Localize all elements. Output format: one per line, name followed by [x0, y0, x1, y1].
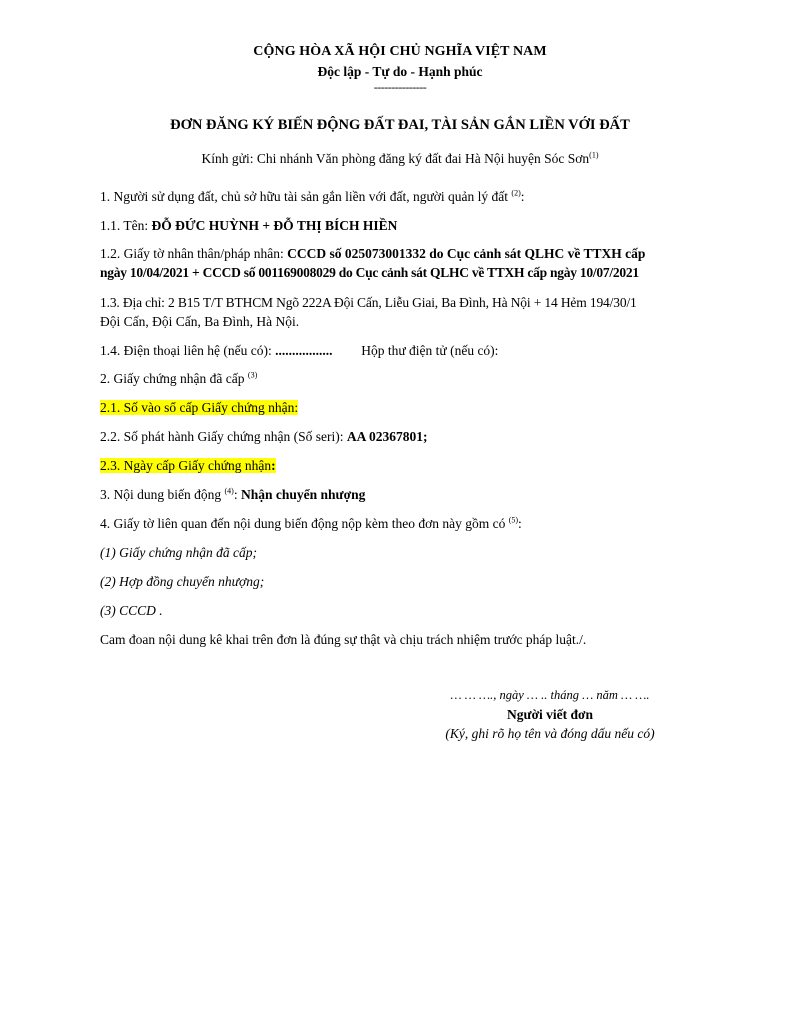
address-line1: 1.3. Địa chỉ: 2 B15 T/T BTHCM Ngõ 222A Đội Cấn, Liễu Giai, Ba Đình, Hà Nội + 14 Hẻm 194/30/1 [100, 295, 637, 310]
id-value-line1: CCCD số 025073001332 do Cục cảnh sát QLHC về TTXH cấp [287, 246, 646, 261]
id-label: 1.2. Giấy tờ nhân thân/pháp nhân: [100, 246, 288, 261]
section2-footnote: (3) [247, 370, 258, 380]
contact-row [100, 340, 720, 361]
section2-heading: 2. Giấy chứng nhận đã cấp $^{(3)}$ [100, 370, 258, 386]
book-number-label: 2.1. Số vào sổ cấp Giấy chứng nhận: [100, 400, 299, 415]
issue-date-label: 2.3. Ngày cấp Giấy chứng nhận: [100, 458, 276, 473]
recipient-text: Kính gửi: Chi nhánh Văn phòng đăng ký đất đai Hà Nội huyện Sóc Sơn [201, 151, 590, 166]
id-row [100, 243, 720, 264]
section3-row: 3. Nội dung biến động $^{(4)}$: Nhận chuyển nhượng [100, 486, 366, 502]
section3-footnote: (4) [224, 486, 234, 496]
signature-date-line: … … …., ngày … .. tháng … năm … …. [450, 688, 650, 702]
commitment-statement: Cam đoan nội dung kê khai trên đơn là đúng sự thật và chịu trách nhiệm trước pháp luật./. [100, 632, 587, 647]
attachment-item: (1) Giấy chứng nhận đã cấp; [100, 545, 257, 560]
name-label: 1.1. Tên: [100, 218, 152, 233]
section4-footnote: (5) [508, 515, 519, 525]
change-content-value: Nhận chuyển nhượng [240, 487, 366, 502]
country-header: CỘNG HÒA XÃ HỘI CHỦ NGHĨA VIỆT NAM [253, 44, 547, 59]
section1-footnote: (2) [511, 188, 521, 198]
name-value: ĐỖ ĐỨC HUỲNH + ĐỖ THỊ BÍCH HIỀN [151, 218, 398, 233]
header-divider: --------------- [373, 80, 427, 94]
motto: Độc lập - Tự do - Hạnh phúc [317, 64, 483, 79]
phone-value: ................. [275, 343, 333, 358]
recipient-line [0, 151, 800, 167]
book-number-row [100, 397, 720, 418]
phone-label: 1.4. Điện thoại liên hệ (nếu có): [100, 343, 276, 358]
section1-heading: 1. Người sử dụng đất, chủ sở hữu tài sản gắn liền với đất, người quản lý đất $^{(2)}$: [100, 188, 525, 204]
issue-date-row [100, 455, 720, 476]
name-row [100, 215, 720, 236]
signer-title: Người viết đơn [506, 707, 594, 722]
serial-label: 2.2. Số phát hành Giấy chứng nhận (Số seri): [100, 429, 347, 444]
email-label: Hộp thư điện tử (nếu có): [361, 343, 499, 358]
serial-row [100, 426, 720, 447]
address-line2: Đội Cấn, Đội Cấn, Ba Đình, Hà Nội. [100, 314, 300, 329]
attachment-item: (3) CCCD . [100, 603, 163, 618]
signature-note: (Ký, ghi rõ họ tên và đóng dấu nếu có) [445, 726, 655, 741]
section4-heading: 4. Giấy tờ liên quan đến nội dung biến động nộp kèm theo đơn này gồm có $^{(5)}$: [100, 515, 522, 531]
attachment-item: (2) Hợp đồng chuyển nhượng; [100, 574, 265, 589]
serial-value: AA 02367801; [346, 429, 428, 444]
recipient-footnote: (1) [589, 150, 599, 160]
document-title: ĐƠN ĐĂNG KÝ BIẾN ĐỘNG ĐẤT ĐAI, TÀI SẢN GẮN LIỀN VỚI ĐẤT [170, 117, 630, 133]
id-value-line2: ngày 10/04/2021 + CCCD số 001169008029 do Cục cảnh sát QLHC về TTXH cấp ngày 10/07/2021 [100, 265, 639, 280]
